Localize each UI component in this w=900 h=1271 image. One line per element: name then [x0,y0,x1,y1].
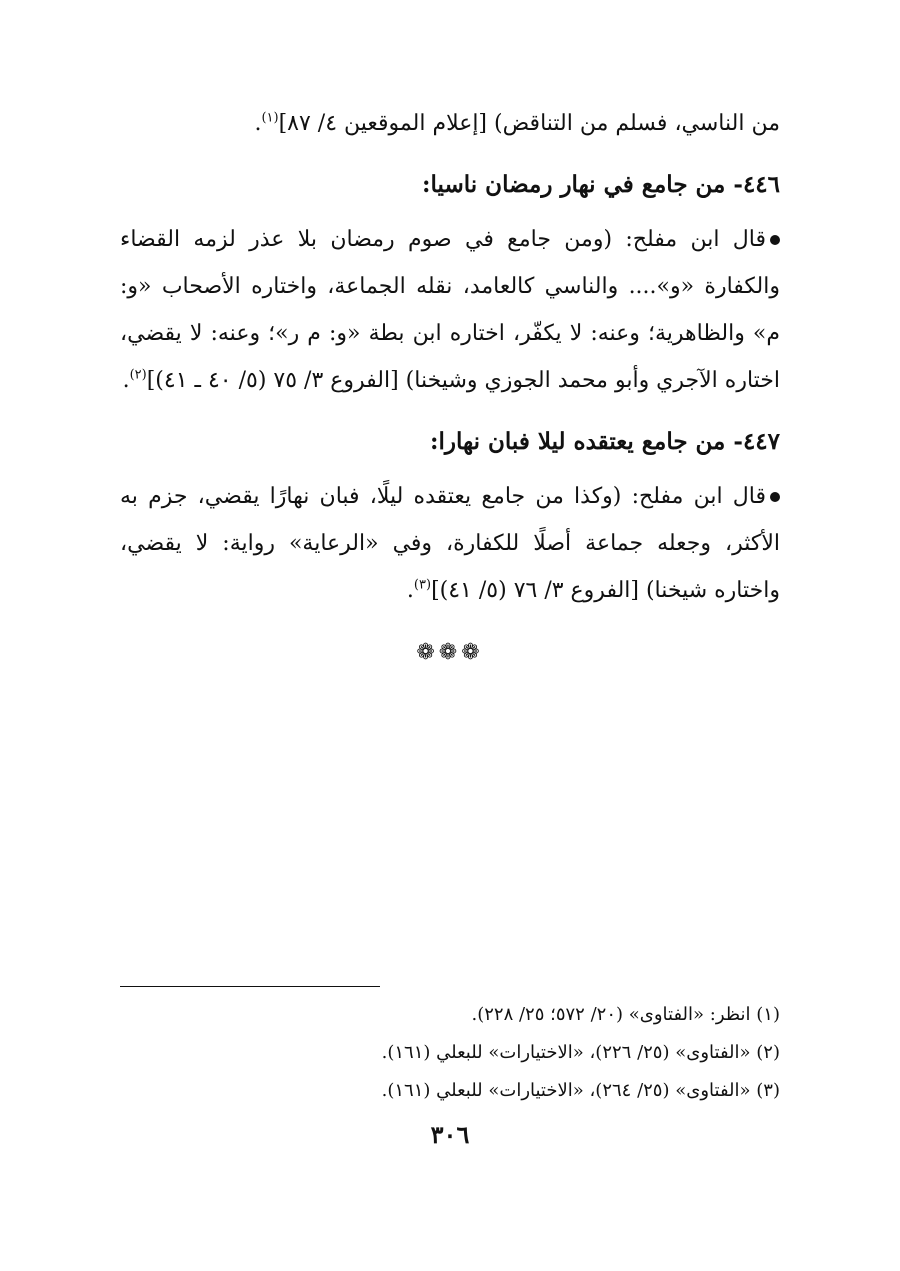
paragraph-446 [120,216,780,404]
footnote-divider [120,986,380,987]
bullet-icon [770,492,780,502]
ornament-icon: ❁❁❁ [416,640,484,665]
page-number: ٣٠٦ [430,1120,470,1149]
heading-447: ٤٤٧- من جامع يعتقده ليلا فبان نهارا: [430,428,780,455]
section-end-ornaments [120,640,780,665]
footnote-1: (١) انظر: «الفتاوى» (٢٠/ ٥٧٢؛ ٢٥/ ٢٢٨). [471,1004,780,1025]
footnote-ref-3[interactable]: (٣) [413,577,432,593]
paragraph-end: . [122,368,130,393]
footnote-ref-1[interactable]: (١) [261,110,279,126]
paragraph-end: . [406,578,414,603]
paragraph-text: قال ابن مفلح: (ومن جامع في صوم رمضان بلا عذر لزمه القضاء والكفارة «و».... والناسي كالعامد، نقله الجماعة، واختاره الأصحاب «و: م» والظاهرية؛ وعنه: لا يكفّر، اختاره ابن بطة «و: م ر»؛ وعنه: لا يقضي، اختاره الآجري وأبو محمد الجوزي وشيخنا) [الفروع ٣/ ٧٥ (٥/ ٤٠ ـ ٤١)] [120,227,780,393]
bullet-icon [770,235,780,245]
paragraph-447 [120,473,780,614]
footnote-2: (٢) «الفتاوى» (٢٥/ ٢٢٦)، «الاختيارات» للبعلي (١٦١). [381,1042,780,1063]
paragraph-continuation [120,100,780,147]
paragraph-text: قال ابن مفلح: (وكذا من جامع يعتقده ليلًا، فبان نهارًا يقضي، جزم به الأكثر، وجعله جماعة أصلًا للكفارة، وفي «الرعاية» رواية: لا يقضي، واختاره شيخنا) [الفروع ٣/ ٧٦ (٥/ ٤١)] [120,484,780,603]
footnote-3: (٣) «الفتاوى» (٢٥/ ٢٦٤)، «الاختيارات» للبعلي (١٦١). [381,1080,780,1101]
heading-446: ٤٤٦- من جامع في نهار رمضان ناسيا: [422,171,780,198]
footnote-ref-2[interactable]: (٢) [129,367,147,383]
paragraph-end: . [254,111,262,136]
page-body [120,100,780,665]
paragraph-text: من الناسي، فسلم من التناقض) [إعلام الموقعين ٤/ ٨٧] [278,111,780,136]
footnotes [120,996,780,1110]
